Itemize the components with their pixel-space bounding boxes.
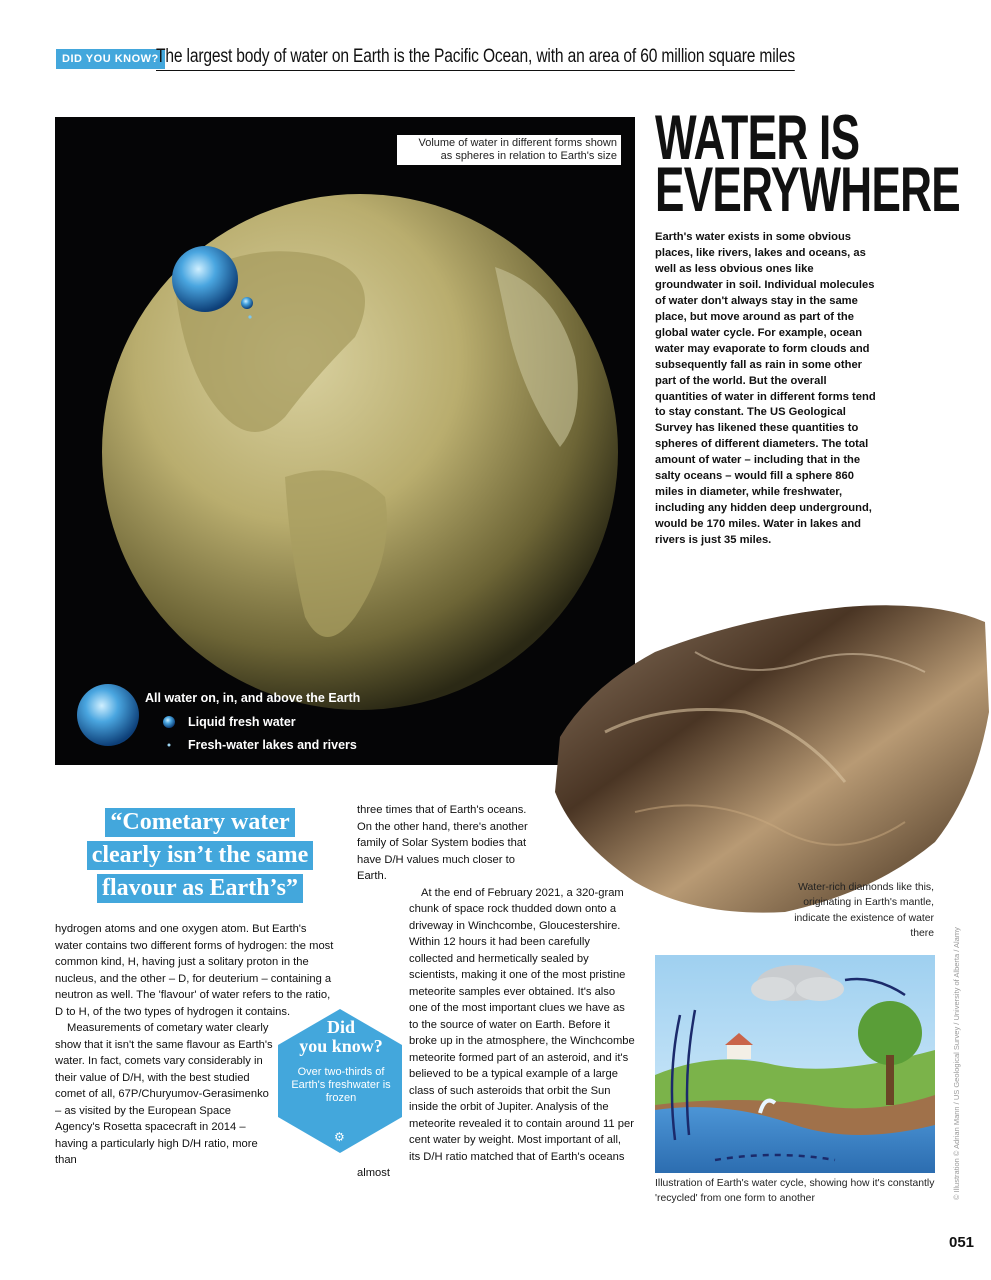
sphere-liquid-fresh-water [241,297,253,309]
water-cycle-caption: Illustration of Earth's water cycle, showing how it's constantly 'recycled' from one form to another [655,1178,935,1205]
pull-quote [70,808,330,907]
did-you-know-badge: DID YOU KNOW? [56,49,165,69]
legend-lakes-rivers: Fresh-water lakes and rivers [188,738,357,752]
earth-caption [397,135,621,165]
gear-icon: ⚙ [334,1130,345,1144]
col2-paragraph-2: At the end of February 2021, a 320-gram chunk of space rock thudded down onto a driveway in Winchcombe, Gloucestershire. Within 12 hours it had been carefully collected and hermetically sealed by scientists, making it one of the most pristine meteorite samples ever obtained. It's also one of the most important clues we have as to the source of water on Earth. Before it broke up in the atmosphere, the Winchcombe meteorite formed part of an asteroid, and it's believed to be a typical example of a large class of such asteroids that orbit the Sun inside the orbit of Jupiter. Analysis of the meteorite revealed it to contain around 11 per cent water by weight. Most important of all, its D/H ratio matched that of Earth's oceans almost [357,886,635,1179]
pull-quote-line2: clearly isn’t the same [87,841,314,870]
col1-paragraph-2: Measurements of cometary water clearly show that it isn't the same flavour as Earth's water. In fact, comets vary considerably in their value of D/H, with the best studied comet of all, 67P/Churyumov-Gerasimenko – as visited by the European Space Agency's Rosetta spacecraft in 2014 – having a particularly high D/H ratio, more than [55,1022,273,1166]
diamond-caption: Water-rich diamonds like this, originating in Earth's mantle, indicate the existence of water there [794,882,934,939]
pull-quote-line3: flavour as Earth’s” [97,874,303,903]
water-cycle-illustration [655,955,935,1173]
legend-lakes-icon [168,744,171,747]
legend-all-water: All water on, in, and above the Earth [145,691,361,705]
page-number: 051 [949,1234,975,1251]
intro-text: Earth's water exists in some obvious places, like rivers, lakes and oceans, as well as less obvious ones like groundwater in soil. Individual molecules of water don't always stay in the same place, but move around as part of the global water cycle. For example, ocean water may evaporate to form clouds and subsequently fall as rain in some other part of the world. But the overall quantities of water in different forms tend to stay constant. The US Geological Survey has likened these quantities to spheres of different diameters. The total amount of water – including that in the salty oceans – would fill a sphere 860 miles in diameter, while freshwater, including any hidden deep underground, would be 170 miles. Water in lakes and rivers is just 35 miles. [655,231,876,547]
sphere-all-water [172,246,238,312]
earth-caption-line1: Volume of water in different forms shown [418,137,617,149]
col1-paragraph-1: hydrogen atoms and one oxygen atom. But Earth's water contains two different forms of hydrogen: the most common kind, H, having just a solitary proton in the nucleus, and the other – D, for deuterium – containing a neutron as well. The 'flavour' of water refers to the ratio, D to H, of the two types of hydrogen it contains. [55,923,334,1018]
page-title [655,103,961,225]
did-you-know-fact: The largest body of water on Earth is the Pacific Ocean, with an area of 60 million square miles [156,44,795,71]
dyk-title-line1: Did [326,1017,355,1037]
title-line2: EVERYWHERE [655,155,961,225]
did-you-know-title [283,1018,399,1056]
did-you-know-body: Over two-thirds of Earth's freshwater is frozen [291,1066,391,1104]
dyk-title-line2: you know? [299,1036,383,1056]
col2-paragraph-1: three times that of Earth's oceans. On the other hand, there's another family of Solar System bodies that have D/H values much closer to Earth. [357,804,528,882]
earth-caption-line2: as spheres in relation to Earth's size [440,150,617,162]
sphere-lakes-rivers [248,315,251,318]
legend-all-water-icon [77,684,139,746]
legend-fresh-water-icon [163,716,175,728]
image-credit: © Illustration © Adrian Mann / US Geological Survey / University of Alberta / Alamy [952,927,961,1200]
pull-quote-line1: “Cometary water [105,808,294,837]
title-line1: WATER IS [655,103,860,173]
legend-fresh-water: Liquid fresh water [188,715,296,729]
